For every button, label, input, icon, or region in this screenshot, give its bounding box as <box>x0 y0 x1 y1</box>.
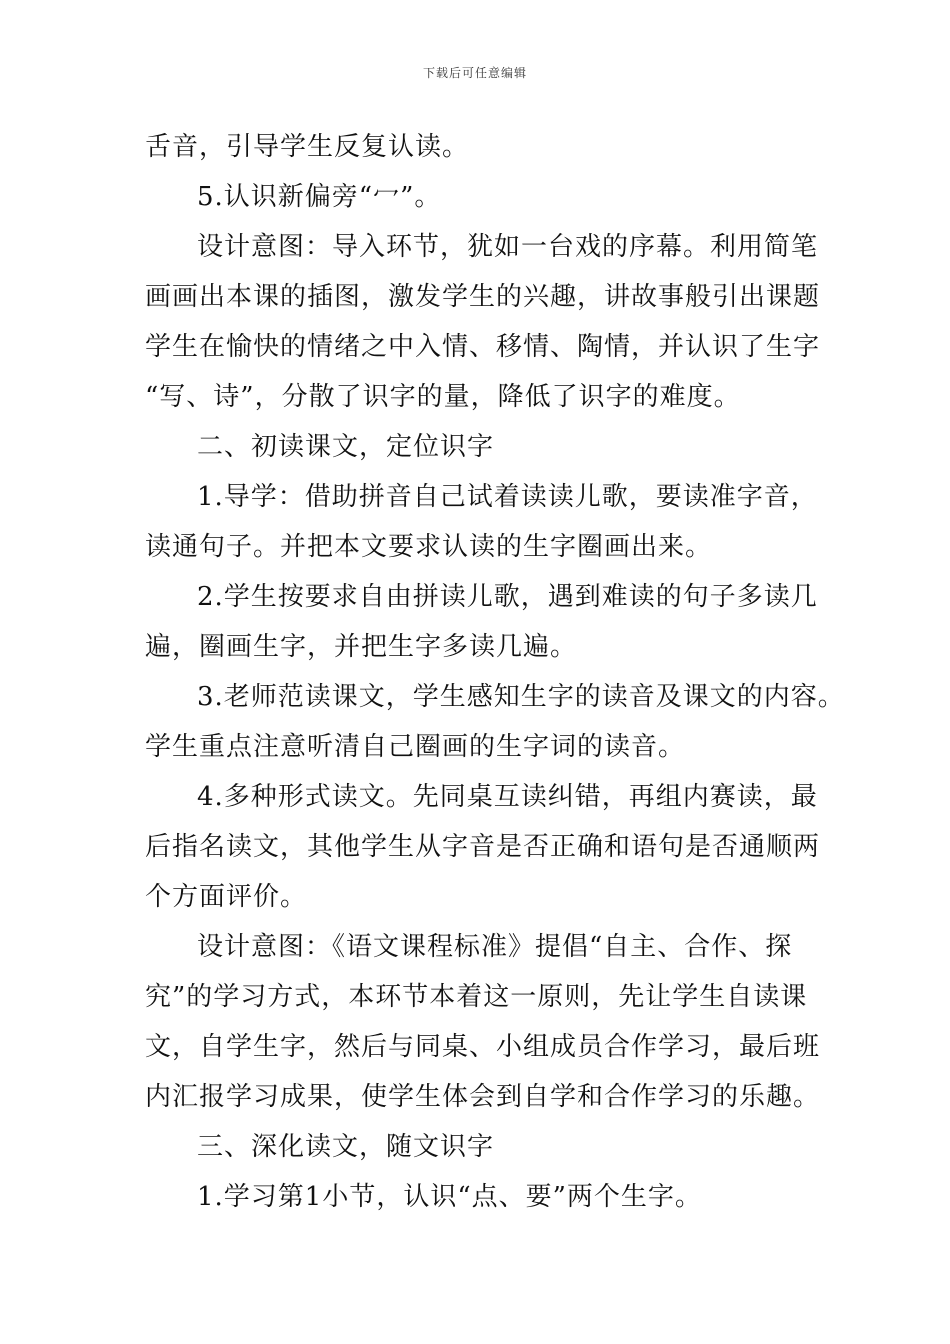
text-line-3: 设计意图：导入环节，犹如一台戏的序幕。利用简笔 <box>197 232 819 262</box>
page-header: 下载后可任意编辑 <box>422 66 527 80</box>
text-line-19: 文，自学生字，然后与同桌、小组成员合作学习，最后班 <box>145 1032 821 1062</box>
text-line-9: 读通句子。并把本文要求认读的生字圈画出来。 <box>145 532 713 562</box>
text-line-1: 舌音，引导学生反复认读。 <box>145 132 470 162</box>
text-line-16: 个方面评价。 <box>145 882 308 912</box>
document-body <box>145 122 845 1222</box>
section-heading-3: 三、深化读文，随文识字 <box>197 1132 495 1162</box>
text-line-22: 1.学习第1小节，认识“点、要”两个生字。 <box>197 1182 702 1212</box>
text-line-10: 2.学生按要求自由拼读儿歌，遇到难读的句子多读几 <box>197 582 818 612</box>
text-line-18: 究”的学习方式，本环节本着这一原则，先让学生自读课 <box>145 982 808 1012</box>
text-line-20: 内汇报学习成果，使学生体会到自学和合作学习的乐趣。 <box>145 1082 821 1112</box>
text-line-15: 后指名读文，其他学生从字音是否正确和语句是否通顺两 <box>145 832 821 862</box>
text-line-6: “写、诗”，分散了识字的量，降低了识字的难度。 <box>145 382 741 412</box>
text-line-14: 4.多种形式读文。先同桌互读纠错，再组内赛读，最 <box>197 782 818 812</box>
text-line-12: 3.老师范读课文，学生感知生字的读音及课文的内容。 <box>197 682 845 712</box>
text-line-17: 设计意图：《语文课程标准》提倡“自主、合作、探 <box>197 932 793 962</box>
text-line-11: 遍，圈画生字，并把生字多读几遍。 <box>145 632 578 662</box>
text-line-5: 学生在愉快的情绪之中入情、移情、陶情，并认识了生字 <box>145 332 821 362</box>
text-line-13: 学生重点注意听清自己圈画的生字词的读音。 <box>145 732 686 762</box>
text-line-8: 1.导学：借助拼音自己试着读读儿歌，要读准字音， <box>197 482 818 512</box>
text-line-2: 5.认识新偏旁“冖”。 <box>197 182 442 212</box>
text-line-4: 画画出本课的插图，激发学生的兴趣，讲故事般引出课题 <box>145 282 821 312</box>
section-heading-2: 二、初读课文，定位识字 <box>197 432 495 462</box>
